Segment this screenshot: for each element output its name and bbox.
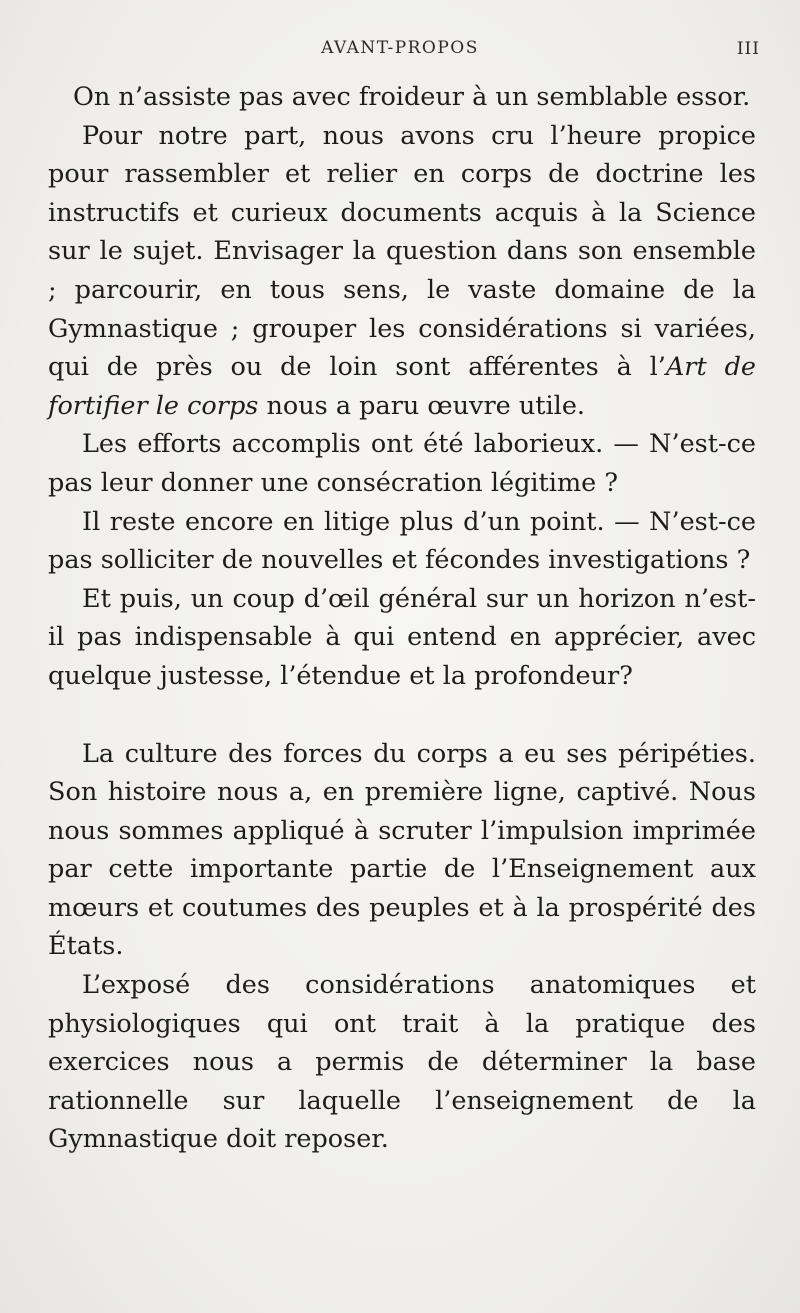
body-text: [48, 78, 756, 1159]
italic-title: Art de fortifier le corps: [48, 352, 756, 421]
running-title: AVANT-PROPOS: [321, 38, 479, 58]
paragraph-6: La culture des forces du corps a eu ses péripéties. Son histoire nous a, en première ligne, captivé. Nous nous sommes appliqué à scruter l’impulsion imprimée par cette importante partie de l’Enseignement aux mœurs et coutumes des peuples et à la prospérité des États.: [48, 738, 756, 962]
page-header: [48, 38, 760, 66]
paragraph-5: Et puis, un coup d’œil général sur un horizon n’est-il pas indispensable à qui entend en apprécier, avec quelque justesse, l’étendue et la profondeur?: [48, 583, 756, 691]
paragraph-3: Les efforts accomplis ont été laborieux. — N’est-ce pas leur donner une consécration légitime ?: [48, 429, 756, 498]
paragraph-1: On n’assiste pas avec froideur à un semblable essor.: [73, 82, 751, 112]
page-number: III: [736, 39, 760, 59]
paragraph-4: Il reste encore en litige plus d’un point. — N’est-ce pas solliciter de nouvelles et fécondes investigations ?: [48, 506, 756, 576]
paragraph-2: [48, 117, 756, 426]
paragraph-2-text: Pour notre part, nous avons cru l’heure propice pour rassembler et relier en corps de doctrine les instructifs et curieux documents acquis à la Science sur le sujet. Envisager la question dans son ensemble ; parcourir, en tous sens, le vaste domaine de la Gymnastique ; grouper les considérations si variées, qui de près ou de loin sont afférentes à l’: [48, 120, 756, 383]
paragraph-7: L’exposé des considérations anatomiques et physiologiques qui ont trait à la pratique des exercices nous a permis de déterminer la base rationnelle sur laquelle l’enseignement de la Gymnastique doit reposer.: [48, 970, 756, 1155]
paragraph-2-text-end: nous a paru œuvre utile.: [258, 390, 586, 421]
